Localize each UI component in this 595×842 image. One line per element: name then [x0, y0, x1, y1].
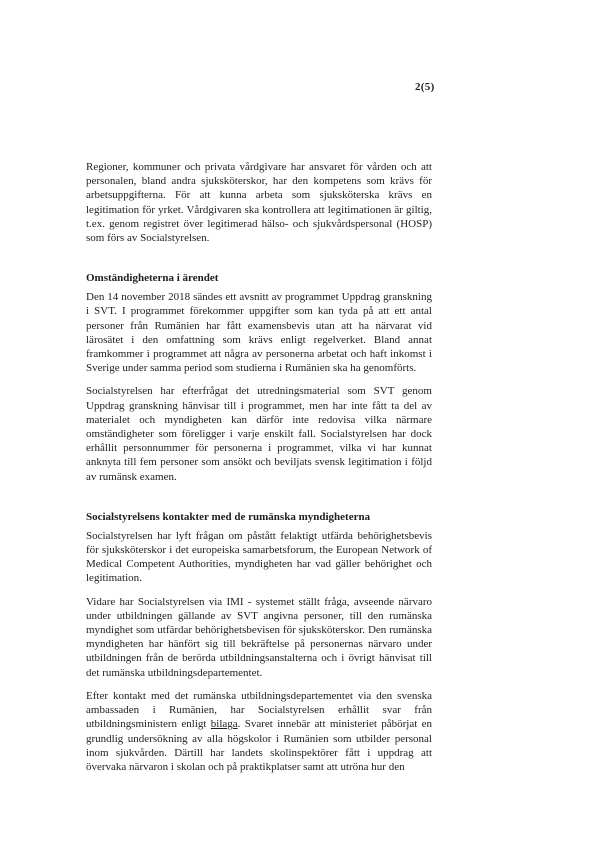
page-number: 2(5): [415, 81, 435, 93]
intro-paragraph: Regioner, kommuner och privata vårdgivare har ansvaret för vården och att personalen, bland andra sjuksköterskor, har den kompetens som krävs för arbetsuppgifterna. För att kunna arbeta som sjuksköterska krävs en legitimation för yrket. Vårdgivaren ska kontrollera att legitimationen är giltig, t.ex. genom registret över legitimerad hälso- och sjukvårdspersonal (HOSP) som förs av Socialstyrelsen.: [86, 161, 432, 245]
attachment-link[interactable]: bilaga: [210, 718, 238, 731]
contacts-paragraph-1: Socialstyrelsen har lyft frågan om påstått felaktigt utfärda behörighetsbevis för sjuksköterskor i det europeiska samarbetsforum, the European Network of Medical Competent Authorities, myndigheten har vad gäller behörighet och legitimation.: [86, 529, 432, 585]
contacts-paragraph-3: [86, 689, 432, 774]
contacts-paragraph-2: Vidare har Socialstyrelsen via IMI - systemet ställt fråga, avseende närvaro under utbildningen gällande av SVT angivna personer, till den rumänska myndighet som utfärdar behörighetsbevisen för sjuksköterskor. Den rumänska myndigheten har hänfört sig till bekräftelse på personernas närvaro under utbildningen från de berörda utbildningsanstalterna och i övrigt hänvisat till det rumänska utbildningsdepartementet.: [86, 595, 432, 679]
section-heading-circumstances: Omständigheterna i ärendet: [86, 272, 219, 285]
circumstances-paragraph-2: Socialstyrelsen har efterfrågat det utredningsmaterial som SVT genom Uppdrag granskning hänvisar till i programmet, men har inte fått ta del av materialet och myndigheten kan därför inte redovisa vilka närmare omständigheter som föreligger i varje enskilt fall. Socialstyrelsen har dock erhållit personnummer för personerna i programmet, vilka vi har kunnat anknyta till fem personer som ansökt och beviljats svensk legitimation i följd av rumänsk examen.: [86, 385, 432, 483]
paragraph-3-text-before: Efter kontakt med det rumänska utbildningsdepartementet via den svenska ambassaden i Rumänien, har Socialstyrelsen erhållit svar från utbildningsministern enligt: [86, 689, 432, 731]
letter-body: [86, 160, 432, 774]
section-heading-contacts: Socialstyrelsens kontakter med de rumänska myndigheterna: [86, 510, 371, 523]
circumstances-paragraph-1: Den 14 november 2018 sändes ett avsnitt av programmet Uppdrag granskning i SVT. I programmet förekommer uppgifter som kan tyda på att ett antal personer från Rumänien har fått examensbevis utan att ha närvarat vid lärosätet i den omfattning som krävs enligt regelverket. Bland annat framkommer i programmet att några av personerna arbetat och haft inkomst i Sverige under samma period som studierna i Rumänien ska ha genomförts.: [86, 291, 432, 375]
paragraph-3-text-after: . Svaret innebär att ministeriet påbörjat en grundlig undersökning av alla högskolor i Rumänien som utbilder personal inom sjukvården. Därtill har landets skolinspektörer fått i uppdrag att övervaka närvaron i skolan och på praktikplatser samt att utröna hur den: [86, 718, 432, 773]
